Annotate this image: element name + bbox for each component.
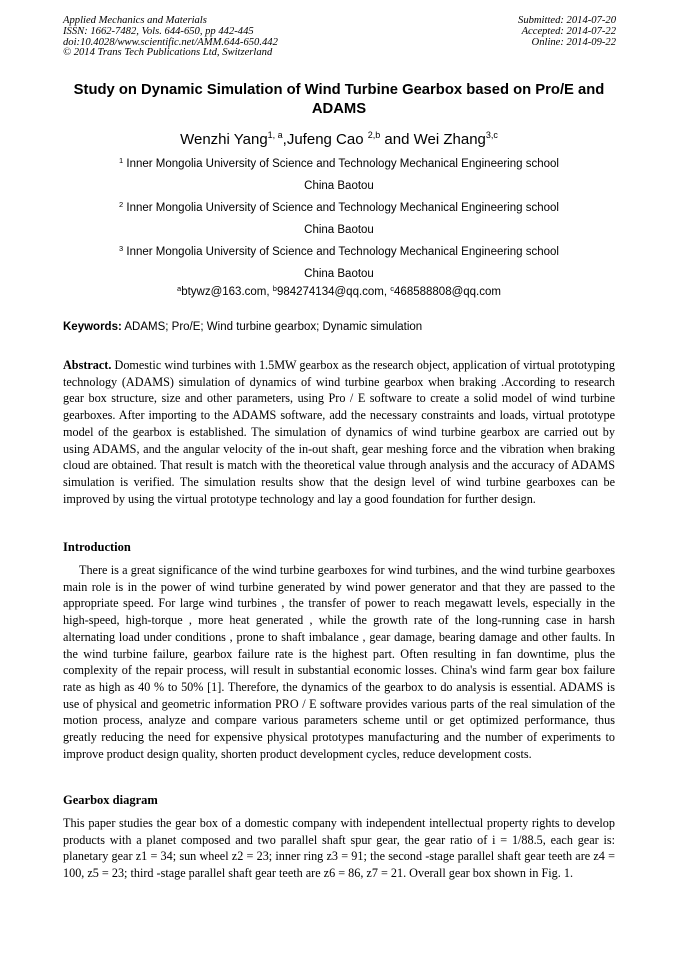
abstract xyxy=(63,357,615,507)
affiliation-city: China Baotou xyxy=(304,268,374,280)
author-name: Wenzhi Yang xyxy=(180,131,268,148)
gearbox-paragraph: This paper studies the gear box of a domestic company with independent intellectual property rights to develop products with a planet composed and two parallel shaft spur gear, the gear ratio of i = 1/88.5, each gear is: planetary gear z1 = 34; sun wheel z2 = 23; inner ring z3 = 91; the second -stage parallel shaft gear teeth are z4 = 100, z5 = 23; third -stage parallel shaft gear teeth are z6 = 86, z7 = 21. Overall gear box shown in Fig. 1. xyxy=(63,816,615,881)
keywords-label: Keywords: xyxy=(63,321,122,333)
journal-header-right xyxy=(518,16,616,48)
author-name: Jufeng Cao xyxy=(286,131,368,148)
author-list xyxy=(63,130,615,150)
journal-name: Applied Mechanics and Materials xyxy=(63,15,207,26)
author-separator: and xyxy=(380,131,414,148)
abstract-text: Domestic wind turbines with 1.5MW gearbox as the research object, application of virtual prototyping technology (ADAMS) simulation of dynamics of wind turbine gearbox when braking .According to research gear box structure, size and other parameters, using Pro / E software to create a solid model of wind turbine gearboxes. After importing to the ADAMS software, add the necessary constraints and loads, virtual prototype model of the gearbox is established. The simulation of dynamics of wind turbine gearbox are carried out by using ADAMS, and the angular velocity of the in-out shaft, gear meshing force and the vibration when braking cloud are obtained. That result is match with the theoretical value through analysis and the accuracy of ADAMS simulation is verified. The simulation results show that the design level of wind turbine gearboxes can be improved by using the virtual prototype technology and lay a good foundation for further design. xyxy=(63,358,615,506)
affiliation-number: 2 xyxy=(119,200,124,209)
email-address: 468588808@qq.com xyxy=(394,286,501,298)
author-emails xyxy=(63,283,615,301)
author-sup: 3,c xyxy=(485,130,498,140)
section-heading-introduction: Introduction xyxy=(63,540,131,554)
affiliation-3 xyxy=(63,241,615,285)
email-address: 984274134@qq.com, xyxy=(276,286,391,298)
copyright-line: © 2014 Trans Tech Publications Ltd, Switzerland xyxy=(63,47,273,59)
email-sup: b xyxy=(272,284,277,293)
affiliation-number: 3 xyxy=(119,244,124,253)
author-separator: , xyxy=(282,131,287,148)
section-heading-gearbox-diagram: Gearbox diagram xyxy=(63,793,158,807)
affiliation-city: China Baotou xyxy=(304,180,374,192)
submitted-date: Submitted: 2014-07-20 xyxy=(518,15,616,26)
abstract-label: Abstract. xyxy=(63,358,112,372)
online-date: Online: 2014-09-22 xyxy=(531,36,616,48)
email-sup: a xyxy=(177,284,182,293)
journal-header-left xyxy=(63,16,278,59)
affiliation-institution: Inner Mongolia University of Science and Technology Mechanical Engineering school xyxy=(123,246,559,258)
introduction-paragraph: There is a great significance of the wind turbine gearboxes for wind turbines, and the wind turbine gearboxes main role is in the power of wind turbine generated by wind power generator and that they are passed to the appropriate speed. For large wind turbines , the transfer of power to reach megawatt levels, especially in the high-speed, high-torque , more heat generated , while the growth rate of the long-running case in harsh alternating load under conditions , prone to shaft imbalance , gear damage, bearing damage and other faults. In the wind turbine failure, gearbox failure rate is the highest part. Often resulting in fan downtime, plus the complexity of the repair process, will result in substantial economic losses. China's wind farm gear box failure rate as high as 40 % to 50% [1]. Therefore, the dynamics of the gearbox to do analysis is essential. ADAMS is use of physical and geometric information PRO / E software provides various parts of the real simulation of the motion process, analyze and compare various parameters scheme until or get optimized performance, thus greatly reducing the need for expensive physical prototypes manufacturing and the number of experiments to improve product design quality, shorten product development cycles, reduce development costs. xyxy=(63,563,615,761)
keywords-text: ADAMS; Pro/E; Wind turbine gearbox; Dynamic simulation xyxy=(121,321,423,333)
issn-line: ISSN: 1662-7482, Vols. 644-650, pp 442-445 xyxy=(63,25,254,37)
affiliation-number: 1 xyxy=(119,156,124,165)
affiliation-1 xyxy=(63,153,615,197)
affiliation-institution: Inner Mongolia University of Science and Technology Mechanical Engineering school xyxy=(123,158,559,170)
affiliation-city: China Baotou xyxy=(304,224,374,236)
affiliation-2 xyxy=(63,197,615,241)
affiliation-line xyxy=(63,197,615,219)
doi-line: doi:10.4028/www.scientific.net/AMM.644-650.442 xyxy=(63,36,278,48)
keywords xyxy=(63,318,615,336)
affiliation-institution: Inner Mongolia University of Science and Technology Mechanical Engineering school xyxy=(123,202,559,214)
paper-title: Study on Dynamic Simulation of Wind Turbine Gearbox based on Pro/E and ADAMS xyxy=(73,82,605,117)
affiliation-line xyxy=(63,153,615,175)
affiliation-line xyxy=(63,241,615,263)
email-address: btywz@163.com, xyxy=(181,286,273,298)
author-name: Wei Zhang xyxy=(413,131,486,148)
author-sup: 1, a xyxy=(267,130,283,140)
accepted-date: Accepted: 2014-07-22 xyxy=(521,25,616,37)
author-sup: 2,b xyxy=(367,130,381,140)
email-sup: c xyxy=(390,284,395,293)
